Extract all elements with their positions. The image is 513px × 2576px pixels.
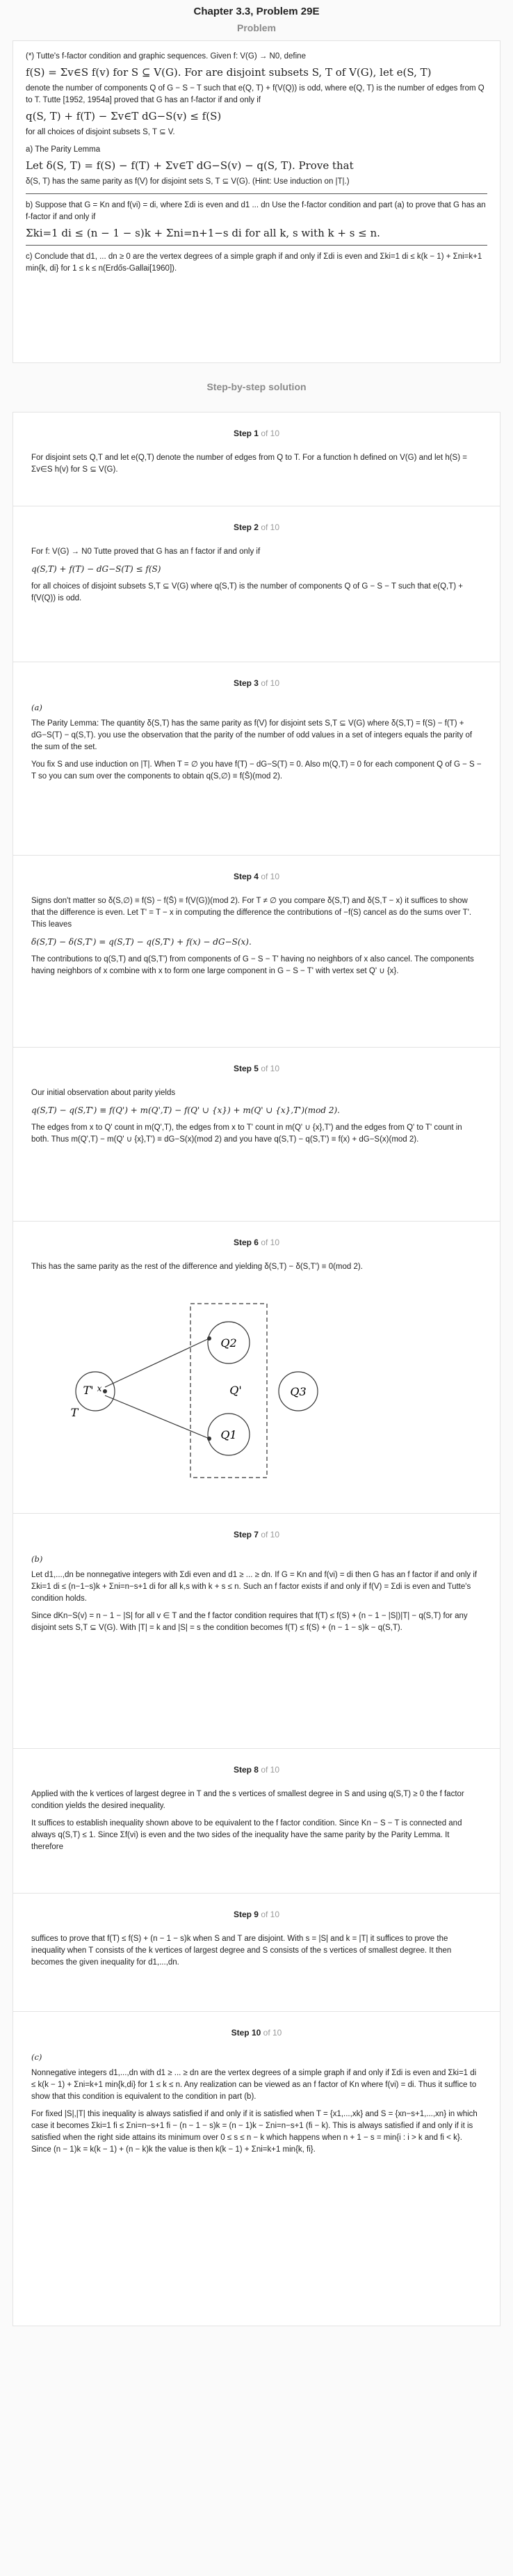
problem-text: denote the number of components Q of G − S − T such that e(Q, T) + f(V(Q)) is odd, where e(Q, T) is the number of edges from Q to T. Tutte [1952, 1954a] proved that G has an f-factor if and only if [26, 84, 484, 104]
step-body [13, 1789, 500, 1875]
t-label: T [70, 1406, 79, 1419]
step-body [13, 2051, 500, 2178]
step-body [13, 1553, 500, 1656]
step-paragraph: for all choices of disjoint subsets S,T ⊆ V(G) where q(S,T) is the number of components Q of G − S − T such that e(Q,T) + f(V(Q)) is odd. [31, 582, 463, 602]
vertex-dot [207, 1437, 211, 1441]
step-paragraph: For fixed |S|,|T| this inequality is always satisfied if and only if it is satisfied when T = {x1,...,xk} and S = {xn−s+1,...,xn} in which case it becomes Σki=1 fi ≤ Σni=n−s+1 fi − (n − 1 − s)k = (n − 1)k − Σni=n−s+1 (fi − k). This is always satisfied if and only if it is satisfied when the right side attains its minimum over 0 ≤ s ≤ n − k which happens when n + 1 − s = min{i : i > k and fi < k}. Since (n − 1)k = k(k − 1) + (n − k)k the value is then k(k − 1) + Σni=k+1 min{k, fi}. [31, 2110, 478, 2154]
vertex-x-dot [103, 1389, 107, 1393]
step-header [13, 1514, 500, 1553]
solution-heading: Step-by-step solution [206, 381, 307, 392]
step-total: of 10 [261, 872, 280, 881]
step-number: Step 8 [233, 1765, 259, 1775]
step-paragraph: Since dKn−S(v) = n − 1 − |S| for all v ∈ T and the f factor condition requires that f(T) ≤ f(S) + (n − 1 − |S|)|T| − q(S,T) for any disjoint sets S,T ⊆ V(G). With |T| = k and |S| = s the condition becomes f(T) ≤ f(S) + (n − 1 − s)k − q(S,T). [31, 1612, 468, 1632]
q1-label: Q1 [220, 1428, 237, 1441]
part-a-text: Let δ(S, T) = f(S) − f(T) + Σv∈T dG−S(v) − q(S, T). Prove that [26, 159, 354, 172]
vertex-dot [207, 1336, 211, 1341]
solution-step [13, 856, 500, 1048]
step-total: of 10 [263, 2028, 282, 2038]
step-body [13, 895, 500, 1000]
step-equation: q(S,T) + f(T) − dG−S(T) ≤ f(S) [31, 564, 161, 574]
step-body [13, 1933, 500, 1991]
step-body [13, 1087, 500, 1168]
edge-x-q1 [105, 1395, 209, 1439]
step-body [13, 546, 500, 627]
step-paragraph: The Parity Lemma: The quantity δ(S,T) has the same parity as f(V) for disjoint sets S,T ⊆ V(G) where δ(S,T) = f(S) − f(T) + dG−S(T) − q(S,T). you use the observation that the parity of the number of odd values in a set of integers equals the parity of the sum of the set. [31, 719, 473, 751]
part-label: (a) [31, 703, 42, 712]
step-paragraph: For f: V(G) → N0 Tutte proved that G has an f factor if and only if [31, 547, 261, 556]
step-number: Step 2 [233, 522, 259, 532]
step-header [13, 1749, 500, 1789]
part-label: (c) [31, 2052, 42, 2062]
solution-step [13, 1514, 500, 1749]
step-number: Step 6 [233, 1238, 259, 1247]
step-paragraph: Applied with the k vertices of largest degree in T and the s vertices of smallest degree in S and using q(S,T) ≥ 0 the f factor condition yields the desired inequality. [31, 1790, 464, 1810]
problem-heading: Problem [236, 22, 276, 33]
part-c-text: c) Conclude that d1, ... dn ≥ 0 are the vertex degrees of a simple graph if and only if Σdi is even and Σki=1 di ≤ k(k − 1) + Σni=k+1 min{k, di} for 1 ≤ k ≤ n(Erdős-Gallai[1960]). [26, 253, 482, 273]
step-number: Step 7 [233, 1530, 259, 1539]
step-header [13, 413, 500, 452]
x-label: x [97, 1384, 102, 1393]
problem-f-def: f(S) = Σv∈S f(v) for S ⊆ V(G). For are disjoint subsets S, T of V(G), let e(S, T) [26, 66, 432, 79]
step-paragraph: Our initial observation about parity yields [31, 1089, 176, 1097]
step-body [13, 702, 500, 805]
q-prime-label: Q' [229, 1384, 242, 1397]
t-prime-label: T' [83, 1384, 94, 1397]
divider [26, 245, 487, 246]
solution-step [13, 662, 500, 856]
part-label: (b) [31, 1554, 43, 1564]
step-total: of 10 [261, 1765, 280, 1775]
q-prime-region [190, 1304, 267, 1478]
solution-step [13, 506, 500, 662]
step-number: Step 3 [233, 678, 259, 688]
step-paragraph: Nonnegative integers d1,...,dn with d1 ≥ ... ≥ dn are the vertex degrees of a simple graph if and only if Σdi is even and Σki=1 di ≤ k(k − 1) + Σni=k+1 min{k,di} for 1 ≤ k ≤ n. Any realization can be viewed as an f factor of Kn where f(vi) = di. Thus it suffice to show that this condition is equivalent to the condition in part (b). [31, 2069, 477, 2101]
step-total: of 10 [261, 1238, 280, 1247]
step-header [13, 662, 500, 702]
step-header [13, 856, 500, 895]
step-number: Step 9 [233, 1910, 259, 1919]
part-a-heading: a) The Parity Lemma [26, 145, 101, 154]
part-a-text2: δ(S, T) has the same parity as f(V) for disjoint sets S, T ⊆ V(G). (Hint: Use induction on |T|.) [26, 177, 350, 186]
step-header [13, 1048, 500, 1087]
step-total: of 10 [261, 1064, 280, 1073]
part-b-text: b) Suppose that G = Kn and f(vi) = di, where Σdi is even and d1 ... dn Use the f-factor condition and part (a) to prove that G has an f-factor if and only if [26, 201, 486, 221]
problem-intro: (*) Tutte's f-factor condition and graphic sequences. Given f: V(G) → N0, define [26, 52, 306, 61]
step-paragraph: For disjoint sets Q,T and let e(Q,T) denote the number of edges from Q to T. For a function h defined on V(G) and let h(S) = Σv∈S h(v) for S ⊆ V(G). [31, 454, 467, 474]
step-header [13, 2012, 500, 2051]
solution-step [13, 1048, 500, 1222]
problem-card [13, 40, 500, 363]
step-equation: δ(S,T) − δ(S,T') = q(S,T) − q(S,T') + f(x) − dG−S(x). [31, 937, 252, 947]
step-number: Step 5 [233, 1064, 259, 1073]
step-total: of 10 [261, 1530, 280, 1539]
q3-label: Q3 [290, 1385, 307, 1398]
step-header [13, 506, 500, 546]
solution-step [13, 2012, 500, 2326]
t-prime-circle [76, 1372, 115, 1411]
step-number: Step 10 [231, 2028, 261, 2038]
step-body [13, 452, 500, 498]
step-total: of 10 [261, 1910, 280, 1919]
solution-step [13, 1894, 500, 2012]
problem-for-all: for all choices of disjoint subsets S, T ⊆ V. [26, 128, 175, 136]
step-header [13, 1894, 500, 1933]
part-b-eq: Σki=1 di ≤ (n − 1 − s)k + Σni=n+1−s di for all k, s with k + s ≤ n. [26, 227, 380, 239]
solution-step [13, 412, 500, 506]
step-paragraph: The edges from x to Q' count in m(Q',T), the edges from x to T' count in m(Q' ∪ {x},T') and the edges from Q' to T' count in both. Thus m(Q',T) − m(Q' ∪ {x},T') ≡ dG−S(x)(mod 2) and you have q(S,T) − q(S,T') ≡ f(x) + dG−S(x)(mod 2). [31, 1123, 462, 1144]
step-number: Step 1 [233, 429, 259, 438]
step-header [13, 1222, 500, 1261]
step-paragraph: Signs don't matter so δ(S,∅) ≡ f(S) − f(S̄) ≡ f(V(G))(mod 2). For T ≠ ∅ you compare δ(S,T) and δ(S,T − x) it suffices to show that the difference is even. Let T' = T − x in computing the difference the contributions of −f(S) cancel as do the sums over T'. This leaves [31, 897, 472, 929]
edge-x-q2 [105, 1338, 209, 1387]
step-paragraph: This has the same parity as the rest of the difference and yielding δ(S,T) − δ(S,T') ≡ 0(mod 2). [31, 1263, 363, 1271]
step-total: of 10 [261, 678, 280, 688]
step-equation: q(S,T) − q(S,T') ≡ f(Q') + m(Q',T) − f(Q' ∪ {x}) + m(Q' ∪ {x},T')(mod 2). [31, 1105, 340, 1115]
q2-label: Q2 [220, 1336, 237, 1350]
page-title: Chapter 3.3, Problem 29E [193, 6, 320, 17]
divider [26, 193, 487, 194]
step-number: Step 4 [233, 872, 259, 881]
step-paragraph: Let d1,...,dn be nonnegative integers with Σdi even and d1 ≥ ... ≥ dn. If G = Kn and f(vi) = di then G has an f factor if and only if Σki=1 di ≤ (n−1−s)k + Σni=n−s+1 di for all k,s with k + s ≤ n. Such an f factor exists if and only if f(V) = Σdi is even and Tutte's condition holds. [31, 1571, 478, 1603]
step-paragraph: suffices to prove that f(T) ≤ f(S) + (n − 1 − s)k when S and T are disjoint. With s = |S| and k = |T| it suffices to prove the inequality when T consists of the k vertices of largest degree and S consists of the s vertices of smallest degree. It then becomes the given inequality for d1,...,dn. [31, 1935, 452, 1967]
solution-step [13, 1222, 500, 1514]
step-total: of 10 [261, 522, 280, 532]
solution-step [13, 1749, 500, 1894]
step-total: of 10 [261, 429, 280, 438]
step-body [13, 1261, 500, 1295]
step-paragraph: The contributions to q(S,T) and q(S,T') from components of G − S − T' having no neighbors of x also cancel. The components having neighbors of x combine with x to form one large component in G − S − T' with vertex set Q' ∪ {x}. [31, 955, 474, 975]
tutte-condition: q(S, T) + f(T) − Σv∈T dG−S(v) ≤ f(S) [26, 110, 222, 122]
step-paragraph: You fix S and use induction on |T|. When T = ∅ you have f(T) − dG−S(T) = 0. Also m(Q,T) = 0 for each component Q of G − S − T so you can sum over the components to obtain q(S,∅) ≡ f(S̄)(mod 2). [31, 760, 482, 781]
step-paragraph: It suffices to establish inequality shown above to be equivalent to the f factor condition. Since Kn − S − T is connected and always q(S,T) ≤ 1. Since Σf(vi) is even and the two sides of the inequality have the same parity by the Parity Lemma. It therefore [31, 1819, 462, 1851]
component-diagram [13, 1295, 500, 1497]
